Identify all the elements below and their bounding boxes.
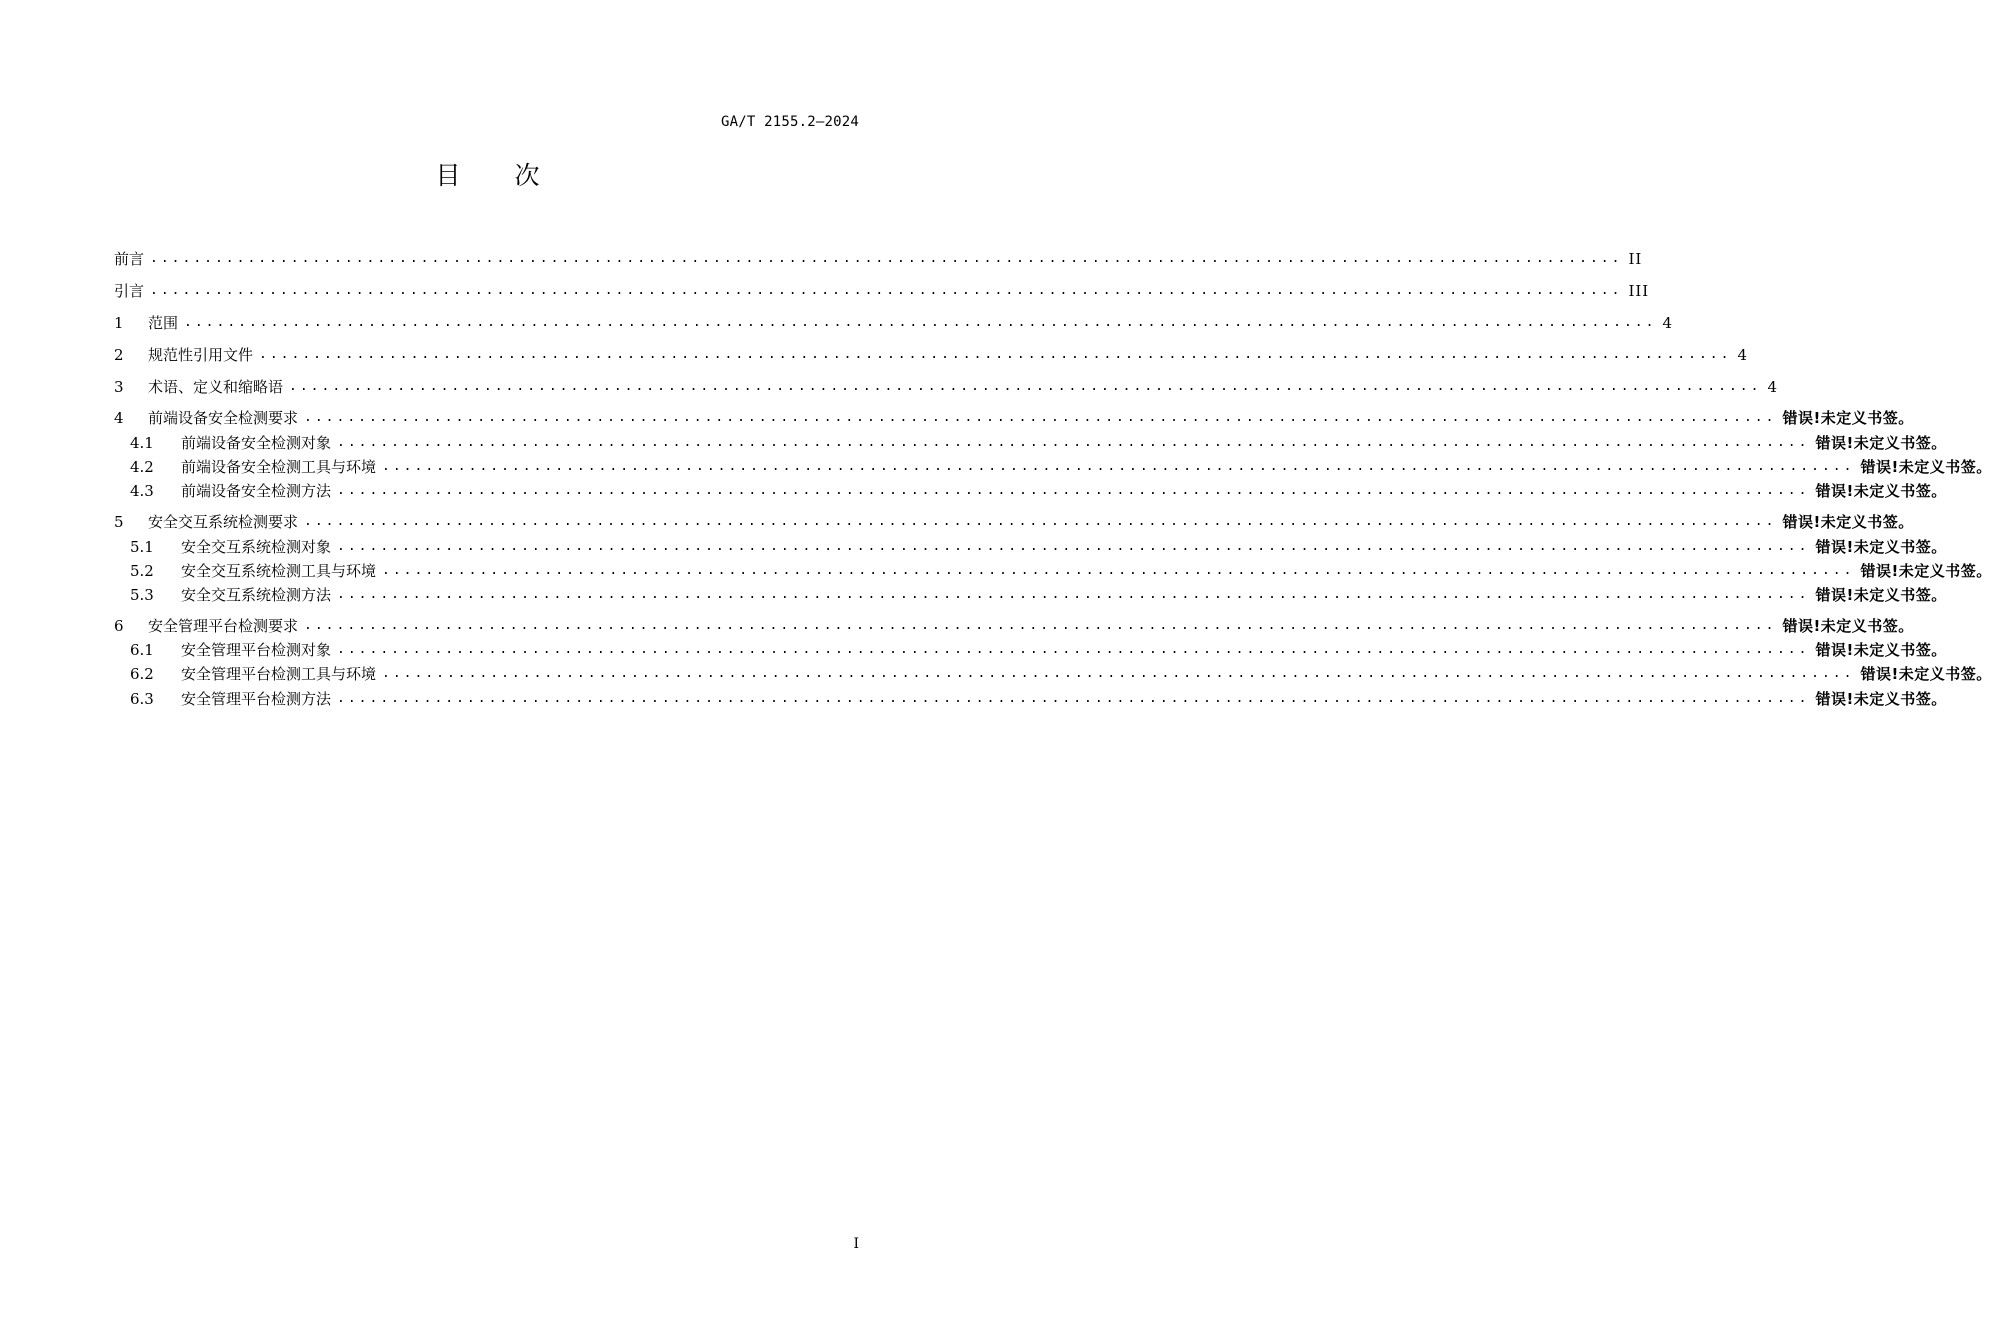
toc-entry-number: 1 [114, 314, 124, 332]
toc-entry-page-error: 错误!未定义书签。 [1815, 641, 1947, 659]
title-char-2: 次 [514, 161, 540, 190]
toc-entry-label: 范围 [148, 314, 179, 332]
toc-leader-dots: ........................................................................................................................................ [337, 435, 1810, 450]
toc-entry-label: 安全管理平台检测方法 [181, 690, 332, 708]
toc-entry-page-error: 错误!未定义书签。 [1782, 409, 1914, 427]
toc-entry-page-error: 错误!未定义书签。 [1815, 586, 1947, 604]
toc-leader-dots: ........................................................................................................................................ [382, 563, 1855, 578]
toc-entry-number: 4 [114, 409, 124, 427]
toc-leader-dots: ........................................................................................................................................ [337, 642, 1810, 657]
toc-entry[interactable] [130, 582, 1947, 604]
toc-entry[interactable] [114, 342, 1748, 364]
toc-entry[interactable] [114, 310, 1673, 332]
toc-entry-page-error: 错误!未定义书签。 [1815, 434, 1947, 452]
toc-entry[interactable] [130, 558, 1992, 580]
toc-entry[interactable] [130, 430, 1947, 452]
toc-entry[interactable] [114, 246, 1643, 268]
document-code: GA/T 2155.2—2024 [720, 114, 859, 130]
toc-entry-page-error: 错误!未定义书签。 [1815, 690, 1947, 708]
toc-leader-dots: ........................................................................................................................................ [259, 347, 1732, 362]
toc-entry-number: 6.1 [130, 641, 154, 659]
toc-entry[interactable] [114, 405, 1914, 427]
toc-entry[interactable] [130, 534, 1947, 556]
toc-leader-dots: ........................................................................................................................................ [304, 410, 1777, 425]
toc-leader-dots: ........................................................................................................................................ [382, 666, 1855, 681]
toc-leader-dots: ........................................................................................................................................ [150, 283, 1623, 298]
toc-entry-number: 2 [114, 346, 124, 364]
toc-entry[interactable] [114, 509, 1914, 531]
toc-entry-number: 3 [114, 378, 124, 396]
toc-entry-label: 安全交互系统检测工具与环境 [181, 562, 377, 580]
toc-entry-page-error: 错误!未定义书签。 [1815, 538, 1947, 556]
page-number: I [853, 1236, 859, 1252]
toc-entry-page-error: 错误!未定义书签。 [1815, 482, 1947, 500]
toc-entry[interactable] [130, 478, 1947, 500]
toc-entry[interactable] [130, 454, 1992, 476]
toc-leader-dots: ........................................................................................................................................ [337, 587, 1810, 602]
toc-entry-label: 术语、定义和缩略语 [148, 378, 284, 396]
toc-entry-page: 4 [1662, 314, 1673, 332]
toc-entry-label: 规范性引用文件 [148, 346, 254, 364]
toc-entry-number: 4.1 [130, 434, 154, 452]
toc-entry-page-error: 错误!未定义书签。 [1860, 562, 1992, 580]
title-char-1: 目 [435, 161, 461, 190]
toc-leader-dots: ........................................................................................................................................ [304, 618, 1777, 633]
toc-leader-dots: ........................................................................................................................................ [337, 483, 1810, 498]
toc-leader-dots: ........................................................................................................................................ [150, 251, 1623, 266]
toc-entry-label: 前端设备安全检测要求 [148, 409, 299, 427]
toc-leader-dots: ........................................................................................................................................ [304, 514, 1777, 529]
toc-entry-page: 4 [1767, 378, 1778, 396]
toc-entry-label: 安全管理平台检测对象 [181, 641, 332, 659]
toc-entry-label: 前言 [114, 250, 145, 268]
page-title [0, 156, 975, 192]
toc-entry[interactable] [114, 374, 1778, 396]
toc-entry-page: 4 [1737, 346, 1748, 364]
toc-entry[interactable] [114, 613, 1914, 635]
toc-entry-page-error: 错误!未定义书签。 [1782, 617, 1914, 635]
toc-entry-label: 安全交互系统检测方法 [181, 586, 332, 604]
toc-leader-dots: ........................................................................................................................................ [337, 691, 1810, 706]
toc-entry-number: 6 [114, 617, 124, 635]
toc-entry-label: 安全交互系统检测要求 [148, 513, 299, 531]
toc-entry-page-error: 错误!未定义书签。 [1860, 665, 1992, 683]
toc-leader-dots: ........................................................................................................................................ [337, 539, 1810, 554]
toc-entry-label: 前端设备安全检测工具与环境 [181, 458, 377, 476]
toc-entry-label: 前端设备安全检测对象 [181, 434, 332, 452]
toc-entry-label: 引言 [114, 282, 145, 300]
toc-entry-page-error: 错误!未定义书签。 [1860, 458, 1992, 476]
toc-entry-page: II [1628, 250, 1643, 268]
toc-entry-number: 4.2 [130, 458, 154, 476]
toc-entry-number: 5 [114, 513, 124, 531]
toc-entry-label: 安全管理平台检测工具与环境 [181, 665, 377, 683]
toc-leader-dots: ........................................................................................................................................ [184, 315, 1657, 330]
toc-entry-number: 5.3 [130, 586, 154, 604]
toc-entry[interactable] [130, 637, 1947, 659]
toc-entry[interactable] [130, 661, 1992, 683]
toc-entry-number: 5.2 [130, 562, 154, 580]
toc-entry-number: 5.1 [130, 538, 154, 556]
toc-entry-label: 安全交互系统检测对象 [181, 538, 332, 556]
toc-entry-number: 6.3 [130, 690, 154, 708]
toc-entry-label: 安全管理平台检测要求 [148, 617, 299, 635]
toc-leader-dots: ........................................................................................................................................ [382, 459, 1855, 474]
toc-leader-dots: ........................................................................................................................................ [289, 379, 1762, 394]
toc-entry-number: 6.2 [130, 665, 154, 683]
toc-entry[interactable] [130, 686, 1947, 708]
toc-entry-label: 前端设备安全检测方法 [181, 482, 332, 500]
toc-entry[interactable] [114, 278, 1650, 300]
toc-entry-page-error: 错误!未定义书签。 [1782, 513, 1914, 531]
toc-entry-page: III [1628, 282, 1650, 300]
toc-entry-number: 4.3 [130, 482, 154, 500]
